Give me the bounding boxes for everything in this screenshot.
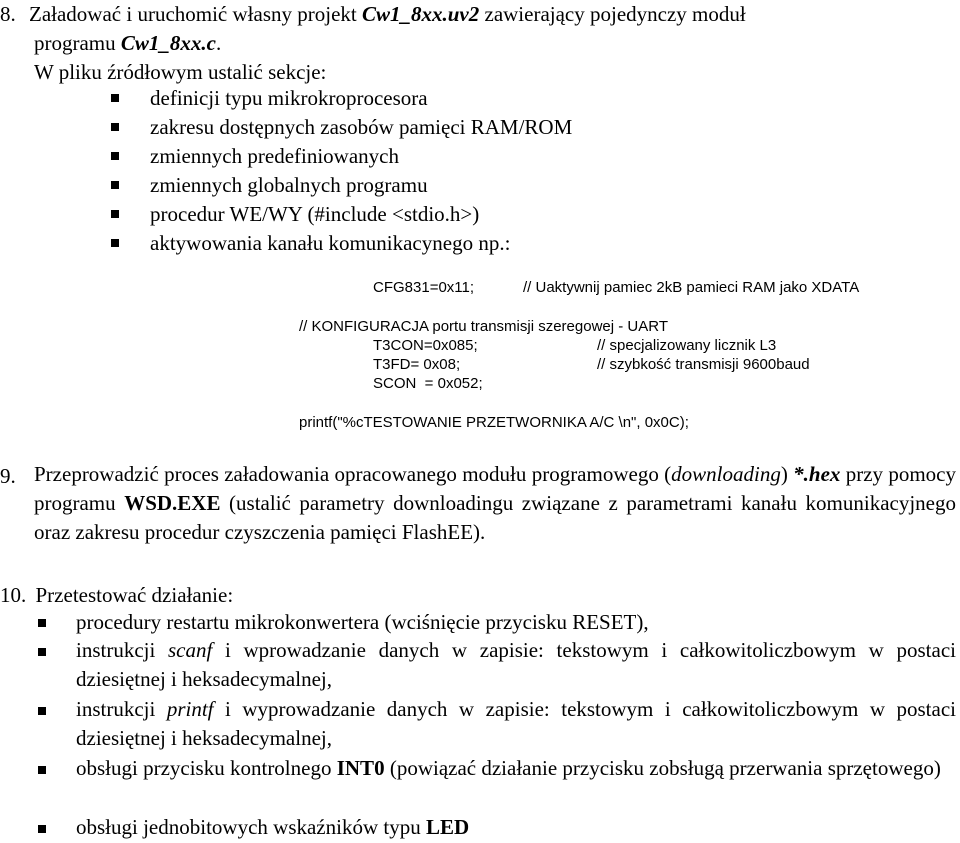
printf-term: printf [166,697,214,721]
project-name: Cw1_8xx.uv2 [361,2,480,26]
item10-number: 10. [0,583,27,607]
section-text: zakresu dostępnych zasobów pamięci RAM/ROM [150,115,573,139]
test-text-pre: instrukcji [76,697,167,721]
item9-text-pre: Przeprowadzić proces załadowania opracowanego modułu programowego ( [34,462,672,486]
code-cfg-comment: // Uaktywnij pamiec 2kB pamieci RAM jako XDATA [523,279,860,296]
led-term: LED [425,815,470,839]
item8-line2-post: . [216,31,222,55]
section-text: definicji typu mikrokroprocesora [150,86,428,110]
code-cfg: CFG831=0x11; [373,279,475,296]
item10-title: Przetestować działanie: [35,583,234,607]
item8-line1-post: zawierający pojedynczy moduł [479,2,746,26]
test-text-post: i wprowadzanie danych w zapisie: tekstowym i całkowitoliczbowym w postaci dziesiętnej i heksadecymalnej, [76,638,956,691]
square-bullet-icon [38,648,46,656]
square-bullet-icon [111,152,119,160]
test-text [76,695,956,753]
square-bullet-icon [111,239,119,247]
section-text: procedur WE/WY (#include <stdio.h>) [150,202,480,226]
test-text [76,636,956,694]
test-text-pre: obsługi przycisku kontrolnego [76,756,337,780]
test-text [76,754,956,783]
square-bullet-icon [111,94,119,102]
item8-line1-pre: Załadować i uruchomić własny projekt [29,2,362,26]
wsd-program: WSD.EXE [124,491,221,515]
downloading-term: downloading [671,462,781,486]
test-text: procedury restartu mikrokonwertera (wciśnięcie przycisku RESET), [76,610,649,634]
item9-text-mid: przy pomocy programu [34,462,957,515]
square-bullet-icon [38,707,46,715]
section-text: aktywowania kanału komunikacynego np.: [150,231,511,255]
test-text-post: (powiązać działanie przycisku zobsługą przerwania sprzętowego) [384,756,941,780]
item8-line3: W pliku źródłowym ustalić sekcje: [34,60,327,84]
square-bullet-icon [38,766,46,774]
square-bullet-icon [38,619,46,627]
module-name: Cw1_8xx.c [120,31,216,55]
int0-term: INT0 [336,756,385,780]
test-text-pre: instrukcji [76,638,168,662]
code-printf: printf("%cTESTOWANIE PRZETWORNIKA A/C \n", 0x0C); [299,414,689,431]
item8-line1 [0,2,746,26]
square-bullet-icon [111,181,119,189]
item10-line [0,583,233,607]
test-text-pre: obsługi jednobitowych wskaźników typu [76,815,426,839]
code-t3fd: T3FD= 0x08; [373,356,461,373]
hex-term: *.hex [793,462,841,486]
test-text [76,815,469,839]
item8-line2-pre: programu [34,31,121,55]
square-bullet-icon [111,210,119,218]
code-scon: SCON = 0x052; [373,375,483,392]
code-t3con: T3CON=0x085; [373,337,478,354]
code-uart-comment: // KONFIGURACJA portu transmisji szeregowej - UART [299,318,668,335]
square-bullet-icon [111,123,119,131]
section-text: zmiennych globalnych programu [150,173,428,197]
item8-number: 8. [0,2,16,26]
item9-number: 9. [0,464,16,488]
item8-line2 [34,31,221,55]
scanf-term: scanf [168,638,213,662]
code-t3con-comment: // specjalizowany licznik L3 [597,337,777,354]
square-bullet-icon [38,825,46,833]
section-text: zmiennych predefiniowanych [150,144,399,168]
test-text-post: i wyprowadzanie danych w zapisie: tekstowym i całkowitoliczbowym w postaci dziesiętnej i heksadecymalnej, [76,697,956,750]
item9-text-close: ) [780,462,788,486]
code-t3fd-comment: // szybkość transmisji 9600baud [597,356,810,373]
item9-text-post: (ustalić parametry downloadingu związane z parametrami kanału komunikacyjnego oraz zakresu procedur czyszczenia pamięci FlashEE). [34,491,956,544]
item9-paragraph [34,460,956,547]
